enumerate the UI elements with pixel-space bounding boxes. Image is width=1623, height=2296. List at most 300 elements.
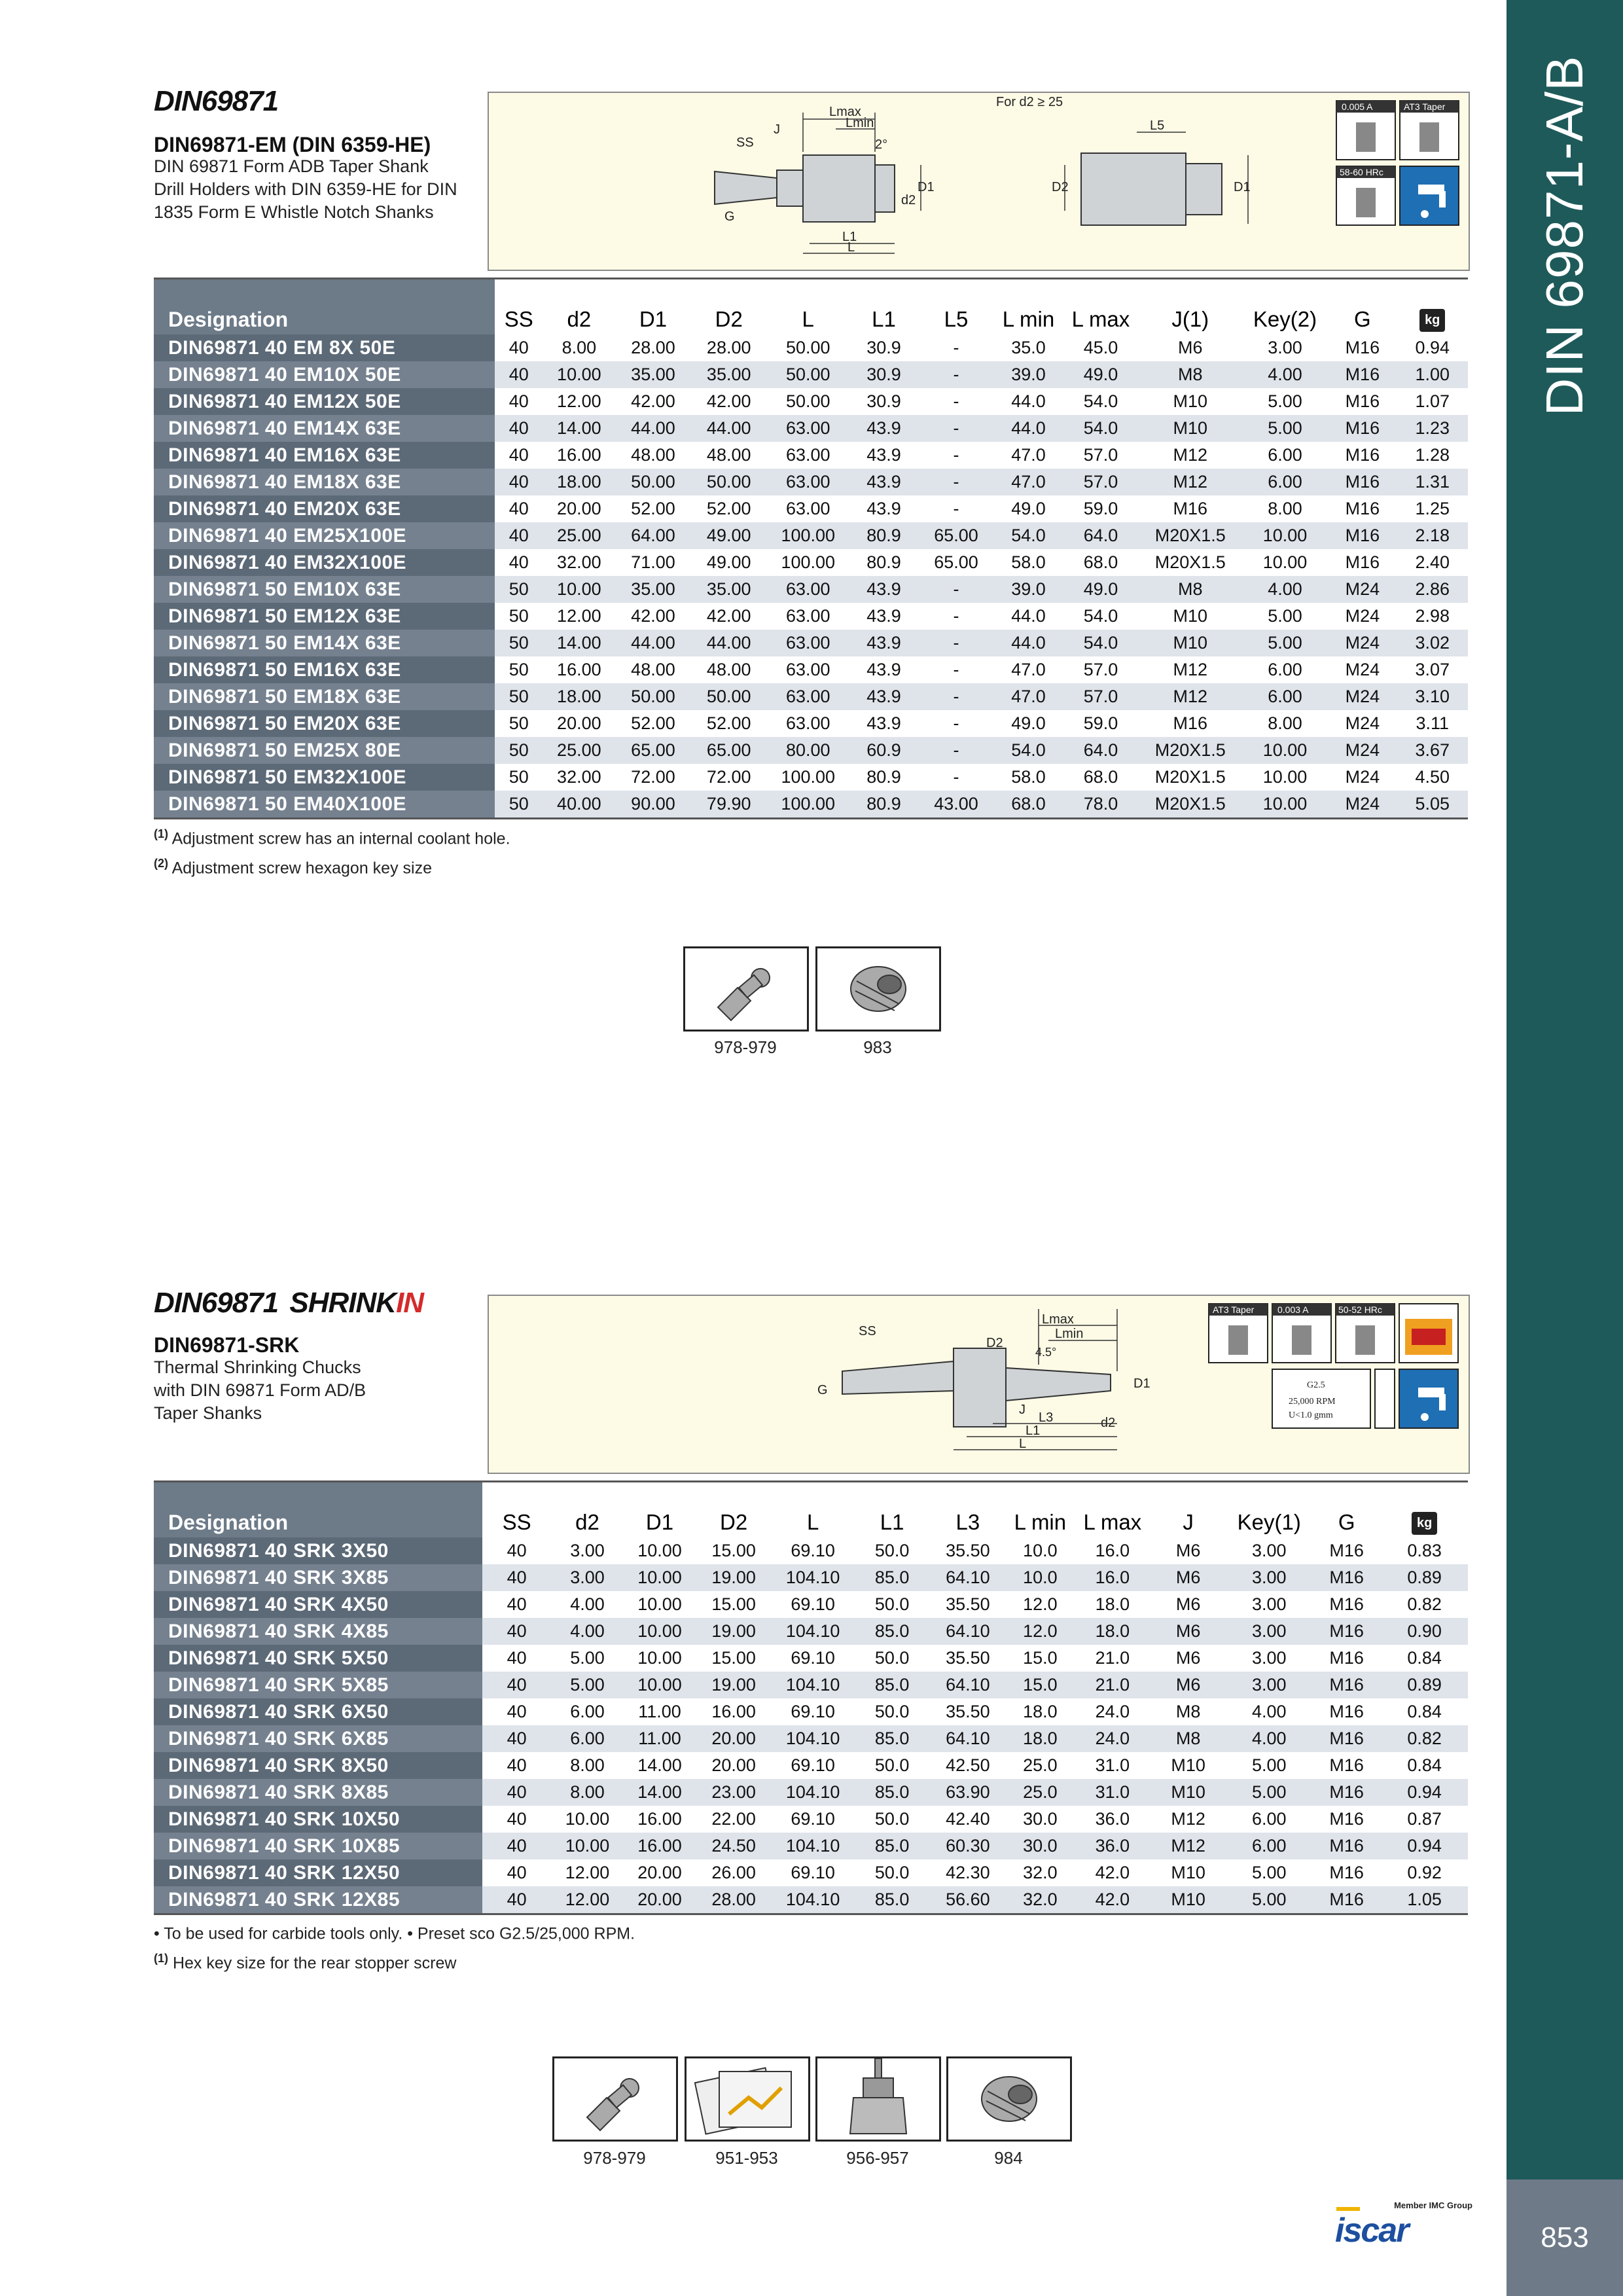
table-cell: 10.00 [624,1564,696,1591]
table-cell: 10.00 [543,576,616,603]
table-cell: 52.00 [615,710,691,737]
table-row [154,1779,1468,1806]
table-cell: 40 [482,1725,551,1752]
designation-cell: DIN69871 40 EM10X 50E [154,361,495,388]
table-cell: M16 [1312,1886,1381,1914]
col-ss: SS [482,1482,551,1538]
table-cell: M16 [1312,1725,1381,1752]
table-cell: M20X1.5 [1139,737,1242,764]
table-cell: 50 [495,683,543,710]
table-cell: 42.00 [691,603,767,630]
table-cell: M10 [1139,415,1242,442]
designation-cell: DIN69871 40 SRK 8X85 [154,1779,482,1806]
designation-cell: DIN69871 50 EM12X 63E [154,603,495,630]
table-cell: 20.00 [696,1725,772,1752]
label-d2-small: d2 [901,193,916,207]
table-cell: 49.00 [691,522,767,549]
table-cell: 47.0 [994,442,1063,469]
table-cell: M24 [1328,764,1397,791]
table-cell: 0.94 [1381,1833,1468,1859]
label-g: G [724,209,735,224]
reference-thumb-retention-knob[interactable] [552,2056,678,2142]
designation-cell: DIN69871 40 SRK 4X50 [154,1591,482,1618]
table-cell: 12.0 [1006,1591,1075,1618]
section2-title: DIN69871 SHRINKIN [154,1287,424,1319]
table-cell: 79.90 [691,791,767,819]
table-cell: 35.00 [691,576,767,603]
table-cell: 5.00 [551,1645,624,1672]
table-cell: 0.94 [1397,334,1468,361]
designation-cell: DIN69871 40 SRK 6X85 [154,1725,482,1752]
table-cell: M16 [1328,334,1397,361]
logo-tagline: Member IMC Group [1394,2200,1472,2210]
label-g-2: G [817,1383,828,1397]
table-cell: 4.00 [551,1591,624,1618]
table-cell: M16 [1328,415,1397,442]
table-cell: M8 [1150,1725,1226,1752]
reference-label: 951-953 [715,2148,778,2168]
table-cell: 64.0 [1063,737,1139,764]
table-cell: 10.00 [624,1672,696,1698]
table-cell: 18.0 [1075,1591,1150,1618]
table-cell: 64.00 [615,522,691,549]
section1-description: DIN 69871 Form ADB Taper Shank Drill Holders with DIN 6359-HE for DIN 1835 Form E Whistle Notch Shanks [154,156,457,222]
table-cell: 42.40 [930,1806,1006,1833]
table-cell: 6.00 [1242,469,1329,495]
section2-notes [154,1916,635,1976]
weight-icon: kg [1419,309,1445,332]
col-L1: L1 [854,1482,930,1538]
table-cell: 3.00 [551,1537,624,1564]
table-cell: 43.9 [849,442,918,469]
table-cell: 50 [495,791,543,819]
table-cell: 58.0 [994,549,1063,576]
designation-cell: DIN69871 40 EM18X 63E [154,469,495,495]
table-cell: 6.00 [551,1725,624,1752]
designation-cell: DIN69871 50 EM25X 80E [154,737,495,764]
label-lmax: Lmax [829,105,861,119]
table-cell: 85.0 [854,1672,930,1698]
table-row [154,522,1468,549]
table-cell: 10.00 [624,1537,696,1564]
table-cell: 80.9 [849,764,918,791]
shrink-machine-icon [817,2058,939,2140]
table-cell: 50 [495,630,543,656]
table-cell: M16 [1328,442,1397,469]
table-cell: 14.00 [543,415,616,442]
table-cell: 40 [482,1564,551,1591]
table-row [154,603,1468,630]
table-cell: 50.00 [767,388,849,415]
badge-hardness: 58-60 HRc [1340,167,1383,177]
table-cell: M16 [1139,495,1242,522]
table-cell: M6 [1150,1672,1226,1698]
table-cell: 54.0 [1063,630,1139,656]
table-cell: 104.10 [772,1833,854,1859]
table-row [154,1645,1468,1672]
table-cell: - [918,334,994,361]
table-cell: 24.0 [1075,1698,1150,1725]
label-ss-2: SS [859,1324,876,1338]
table-cell: 50.00 [767,361,849,388]
table-cell: 3.00 [1226,1618,1313,1645]
table-cell: 31.0 [1075,1752,1150,1779]
shrink-heating-icon [1405,1319,1452,1355]
table-cell: 30.9 [849,334,918,361]
balance-grade: G2.5 [1307,1380,1325,1390]
note-2: $^{(1)}$ Hex key size for the rear stopper screw [154,1952,457,1973]
table-cell: M24 [1328,603,1397,630]
table-cell: 42.00 [615,603,691,630]
table-cell: 28.00 [691,334,767,361]
table-cell: 40 [482,1833,551,1859]
table-cell: 54.0 [994,737,1063,764]
table-cell: 18.00 [543,683,616,710]
table-cell: 63.00 [767,469,849,495]
table-cell: 40 [482,1591,551,1618]
catalog-icon [687,2058,808,2140]
table-cell: 50.00 [615,469,691,495]
table-cell: 54.0 [994,522,1063,549]
table-cell: 43.9 [849,603,918,630]
table-cell: 20.00 [624,1859,696,1886]
table-row [154,1564,1468,1591]
designation-cell: DIN69871 40 SRK 12X50 [154,1859,482,1886]
table-cell: 24.0 [1075,1725,1150,1752]
table-cell: 19.00 [696,1564,772,1591]
table-cell: M16 [1312,1537,1381,1564]
table-cell: 10.0 [1006,1537,1075,1564]
table-cell: 18.0 [1006,1725,1075,1752]
table-cell: 4.00 [1226,1698,1313,1725]
table-cell: 44.00 [691,630,767,656]
table-cell: M16 [1328,361,1397,388]
designation-cell: DIN69871 40 EM16X 63E [154,442,495,469]
table-cell: 50 [495,656,543,683]
table-cell: 20.00 [624,1886,696,1914]
table-row [154,683,1468,710]
table-cell: 1.25 [1397,495,1468,522]
screw-icon [817,948,939,1030]
table-cell: 65.00 [691,737,767,764]
designation-cell: DIN69871 50 EM20X 63E [154,710,495,737]
table-row [154,1672,1468,1698]
table-cell: - [918,495,994,522]
reference-thumb-screw[interactable] [946,2056,1072,2142]
page-number: 853 [1541,2221,1589,2253]
table-row [154,764,1468,791]
table-cell: - [918,656,994,683]
table-cell: 4.00 [1226,1725,1313,1752]
table-cell: 30.0 [1006,1806,1075,1833]
table-cell: 4.00 [1242,361,1329,388]
table-cell: 21.0 [1075,1672,1150,1698]
table-cell: 104.10 [772,1725,854,1752]
table-cell: 50 [495,603,543,630]
designation-cell: DIN69871 50 EM40X100E [154,791,495,819]
reference-thumb-screw[interactable] [815,946,941,1031]
col-ss: SS [495,279,543,335]
table-cell: M16 [1328,469,1397,495]
table-cell: M12 [1139,442,1242,469]
table-cell: 10.00 [1242,737,1329,764]
table-cell: 50.0 [854,1645,930,1672]
table-cell: M12 [1139,469,1242,495]
table-cell: 31.0 [1075,1779,1150,1806]
table-cell: 50 [495,576,543,603]
table-cell: M6 [1150,1645,1226,1672]
table-cell: 12.00 [551,1859,624,1886]
table-cell: M10 [1139,603,1242,630]
table-cell: 11.00 [624,1725,696,1752]
table-cell: 80.00 [767,737,849,764]
table-cell: M12 [1150,1833,1226,1859]
table-cell: 18.0 [1075,1618,1150,1645]
reference-label: 956-957 [846,2148,909,2168]
table-cell: 14.00 [624,1752,696,1779]
reference-label: 983 [863,1037,892,1057]
table-cell: 30.9 [849,361,918,388]
table-cell: 52.00 [615,495,691,522]
label-l1: L1 [842,230,857,244]
table-row [154,576,1468,603]
table-cell: 63.00 [767,710,849,737]
section2-description: Thermal Shrinking Chucks with DIN 69871 Form AD/B Taper Shanks [154,1357,366,1423]
table-cell: M24 [1328,710,1397,737]
table-cell: 64.10 [930,1618,1006,1645]
table-cell: 15.0 [1006,1672,1075,1698]
table-cell: 12.00 [543,603,616,630]
table-cell: 10.00 [1242,549,1329,576]
table-cell: 100.00 [767,791,849,819]
table-cell: 43.9 [849,576,918,603]
table-cell: M16 [1312,1833,1381,1859]
designation-cell: DIN69871 40 SRK 6X50 [154,1698,482,1725]
table-cell: M24 [1328,576,1397,603]
table-cell: 14.00 [624,1779,696,1806]
designation-cell: DIN69871 40 SRK 4X85 [154,1618,482,1645]
table-cell: 1.31 [1397,469,1468,495]
table-cell: 50.0 [854,1752,930,1779]
designation-cell: DIN69871 50 EM18X 63E [154,683,495,710]
col-j: J [1150,1482,1226,1538]
table-cell: 49.0 [1063,361,1139,388]
table-cell: 28.00 [615,334,691,361]
table-cell: 42.00 [691,388,767,415]
table-cell: 3.00 [551,1564,624,1591]
label-l: L [847,240,855,255]
table-cell: M8 [1139,576,1242,603]
table-cell: 72.00 [615,764,691,791]
col-weight [1397,279,1468,335]
table-cell: 50.0 [854,1806,930,1833]
table-cell: 30.9 [849,388,918,415]
table-row [154,1698,1468,1725]
table-cell: 25.00 [543,737,616,764]
label-d2-2: D2 [986,1336,1003,1350]
col-D2: D2 [691,279,767,335]
table-cell: M24 [1328,737,1397,764]
table-cell: - [918,442,994,469]
table-cell: 0.89 [1381,1672,1468,1698]
table-cell: M20X1.5 [1139,791,1242,819]
table-cell: 15.00 [696,1537,772,1564]
col-lmin: L min [1006,1482,1075,1538]
label-for-d2: For d2 ≥ 25 [996,95,1063,109]
table-row [154,495,1468,522]
table-row [154,334,1468,361]
table-cell: 104.10 [772,1886,854,1914]
retention-knob-icon [554,2058,676,2140]
table-cell: 39.0 [994,576,1063,603]
reference-thumb-retention-knob[interactable] [683,946,809,1031]
badge-taper-2: AT3 Taper [1213,1304,1255,1315]
table-row [154,1752,1468,1779]
reference-thumb-shrink-machine[interactable] [815,2056,941,2142]
table-cell: 59.0 [1063,710,1139,737]
table-cell: M20X1.5 [1139,549,1242,576]
table-cell: 1.23 [1397,415,1468,442]
table-cell: 6.00 [1226,1806,1313,1833]
table-cell: 40 [495,361,543,388]
table-cell: M24 [1328,630,1397,656]
designation-cell: DIN69871 50 EM14X 63E [154,630,495,656]
table-cell: 42.0 [1075,1886,1150,1914]
table-cell: M16 [1328,522,1397,549]
table-cell: 5.00 [551,1672,624,1698]
table-cell: 3.00 [1242,334,1329,361]
table-cell: 43.9 [849,469,918,495]
table-cell: 2.86 [1397,576,1468,603]
table-cell: 1.28 [1397,442,1468,469]
table-cell: 0.92 [1381,1859,1468,1886]
table-cell: M16 [1312,1645,1381,1672]
table-cell: 25.0 [1006,1779,1075,1806]
col-d2: d2 [543,279,616,335]
table-cell: 57.0 [1063,442,1139,469]
table-cell: 64.10 [930,1672,1006,1698]
col-g: G [1312,1482,1381,1538]
table-cell: 63.00 [767,656,849,683]
label-d1-2: D1 [1133,1376,1150,1391]
table-cell: 40 [482,1886,551,1914]
table-cell: 72.00 [691,764,767,791]
table-row [154,469,1468,495]
table-cell: 63.00 [767,576,849,603]
balance-rpm: 25,000 RPM [1289,1397,1336,1407]
table-cell: 19.00 [696,1672,772,1698]
col-lmax: L max [1063,279,1139,335]
designation-cell: DIN69871 40 SRK 5X85 [154,1672,482,1698]
table-cell: 0.83 [1381,1537,1468,1564]
table-cell: 16.00 [624,1833,696,1859]
reference-thumb-catalog[interactable] [685,2056,810,2142]
table-cell: 48.00 [615,656,691,683]
table-cell: 32.0 [1006,1886,1075,1914]
table-cell: 5.00 [1226,1859,1313,1886]
table-cell: 85.0 [854,1833,930,1859]
table-cell: 5.05 [1397,791,1468,819]
table-cell: M12 [1150,1806,1226,1833]
table-cell: 16.0 [1075,1537,1150,1564]
table-cell: 57.0 [1063,683,1139,710]
table-cell: 40 [495,495,543,522]
table-cell: 3.67 [1397,737,1468,764]
table-cell: 11.00 [624,1698,696,1725]
label-j: J [774,122,780,137]
table-cell: 63.00 [767,495,849,522]
table-cell: 50.0 [854,1859,930,1886]
table-row [154,1537,1468,1564]
table-row [154,442,1468,469]
company-logo [1335,2200,1472,2250]
table-cell: 100.00 [767,764,849,791]
table-cell: 69.10 [772,1591,854,1618]
table-cell: 10.00 [1242,522,1329,549]
label-lmin: Lmin [846,116,874,130]
designation-cell: DIN69871 50 EM16X 63E [154,656,495,683]
table-cell: 85.0 [854,1886,930,1914]
table-cell: 35.50 [930,1591,1006,1618]
table-cell: 64.10 [930,1725,1006,1752]
table-cell: 6.00 [1242,442,1329,469]
table-cell: 26.00 [696,1859,772,1886]
label-lmin-2: Lmin [1055,1327,1084,1341]
table-cell: 3.00 [1226,1645,1313,1672]
designation-cell: DIN69871 40 SRK 8X50 [154,1752,482,1779]
table-cell: 15.00 [696,1645,772,1672]
table-cell: 30.0 [1006,1833,1075,1859]
table-cell: 40 [482,1859,551,1886]
table-cell: 5.00 [1226,1886,1313,1914]
table-cell: 69.10 [772,1859,854,1886]
table-cell: 3.00 [1226,1672,1313,1698]
table-cell: 18.0 [1006,1698,1075,1725]
reference-label: 978-979 [583,2148,646,2168]
col-key: Key(2) [1242,279,1329,335]
table-cell: M10 [1150,1859,1226,1886]
table-cell: 0.89 [1381,1564,1468,1591]
table-cell: 20.00 [696,1752,772,1779]
table-cell: - [918,630,994,656]
table-cell: 1.05 [1381,1886,1468,1914]
section2-diagram [488,1295,1470,1474]
table-cell: 69.10 [772,1698,854,1725]
table-cell: 42.0 [1075,1859,1150,1886]
table-cell: 24.50 [696,1833,772,1859]
table-cell: M12 [1139,656,1242,683]
table-cell: 8.00 [543,334,616,361]
table-cell: 49.00 [691,549,767,576]
table-cell: 40 [495,522,543,549]
table-cell: - [918,737,994,764]
col-lmin: L min [994,279,1063,335]
table-cell: 42.00 [615,388,691,415]
note-2: $^{(2)}$ Adjustment screw hexagon key size [154,857,432,878]
col-lmax: L max [1075,1482,1150,1538]
table-cell: - [918,576,994,603]
col-designation: Designation [154,1482,482,1538]
table-cell: M16 [1312,1672,1381,1698]
table-cell: M16 [1312,1618,1381,1645]
table-row [154,630,1468,656]
designation-cell: DIN69871 40 EM25X100E [154,522,495,549]
table-cell: 4.00 [1242,576,1329,603]
table-cell: 57.0 [1063,469,1139,495]
table-cell: M16 [1328,388,1397,415]
table-cell: 5.00 [1242,603,1329,630]
table-cell: 35.50 [930,1645,1006,1672]
